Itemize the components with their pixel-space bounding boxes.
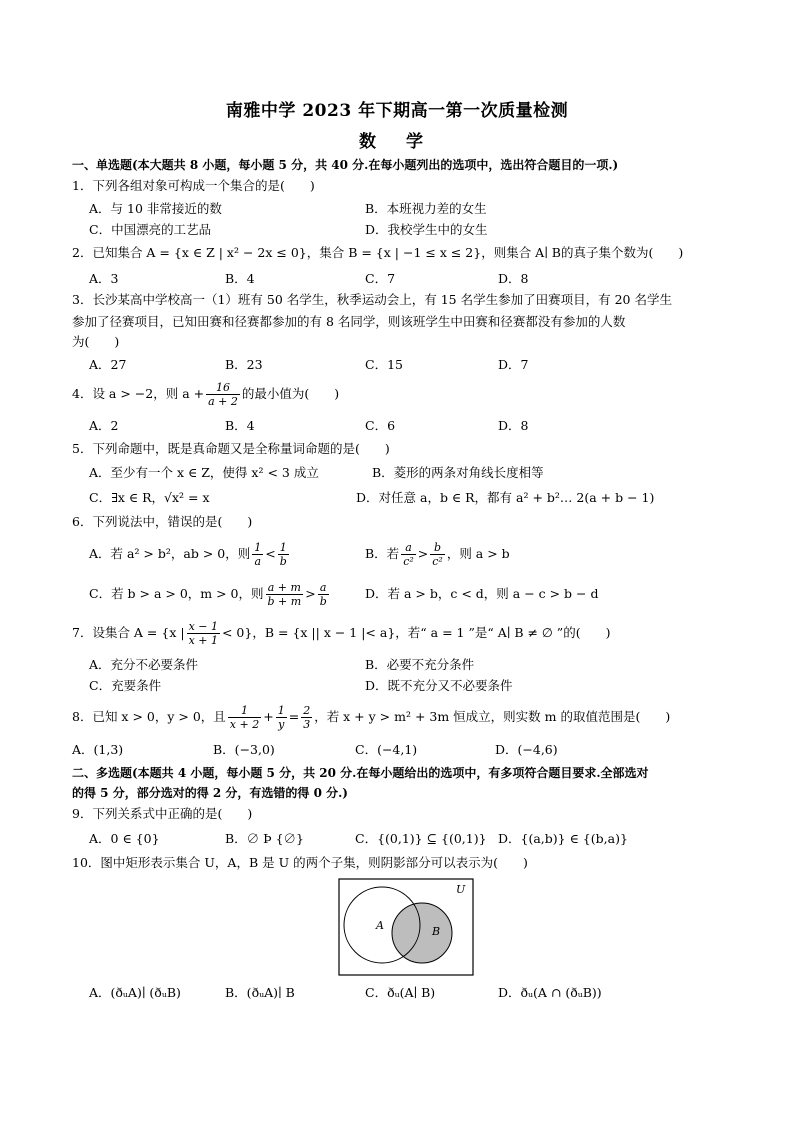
- q6-a-frac2: [278, 541, 289, 568]
- venn-circle-b: [392, 903, 452, 963]
- q7-option-b: B．必要不充分条件: [365, 657, 475, 672]
- q8-eq: =: [288, 709, 300, 724]
- exam-title: 南雅中学 2023 年下期高一第一次质量检测: [225, 101, 569, 121]
- q6-b-frac1-num: a: [401, 541, 416, 555]
- q6-a-frac1-num: 1: [254, 541, 262, 554]
- q10-stem: 10．图中矩形表示集合 U，A，B 是 U 的两个子集，则阴影部分可以表示为( ): [72, 855, 528, 870]
- section-1-header: 一、单选题(本大题共 8 小题，每小题 5 分，共 40 分.在每小题列出的选项中，选出符合题目的一项.): [72, 158, 619, 172]
- q7-option-c: C．充要条件: [89, 678, 162, 693]
- q7-stem: [72, 617, 610, 649]
- q4-option-d: D．8: [498, 418, 529, 433]
- q7-option-a: A．充分不必要条件: [89, 657, 199, 672]
- q4-fraction-den: a + 2: [208, 395, 238, 408]
- q9-option-d: D．{(a,b)} ∈ {(b,a)}: [498, 831, 628, 846]
- q8-option-b: B．(−3,0): [213, 742, 275, 757]
- q6-b-frac2: [430, 541, 445, 568]
- q3-option-a: A．27: [89, 357, 127, 372]
- q8-plus: +: [263, 709, 274, 724]
- q8-option-c: C．(−4,1): [355, 742, 418, 757]
- q6-c-mid: >: [305, 586, 316, 601]
- q6-a-frac2-num: 1: [278, 541, 289, 555]
- q1-stem: 1．下列各组对象可构成一个集合的是( ): [72, 178, 315, 193]
- q9-option-c: C．{(0,1)} ⊆ {(0,1)}: [355, 831, 487, 846]
- q8-option-a: A．(1,3): [72, 742, 124, 757]
- q4-fraction-num: 16: [206, 381, 240, 395]
- q8-option-d: D．(−4,6): [495, 742, 558, 757]
- section-2-header-line2: 的得 5 分，部分选对的得 2 分，有选错的得 0 分.): [72, 786, 348, 800]
- q3-option-d: D．7: [498, 357, 529, 372]
- q8-stem-post: ，若 x + y > m² + 3m 恒成立，则实数 m 的取值范围是( ): [314, 709, 671, 724]
- q6-a-frac1-den: a: [254, 555, 262, 568]
- q5-option-b: B．菱形的两条对角线长度相等: [372, 465, 544, 480]
- q6-c-frac1: [266, 581, 304, 608]
- q1-option-c: C．中国漂亮的工艺品: [89, 222, 212, 237]
- q6-b-post: ，则 a > b: [446, 546, 510, 561]
- q6-a-frac1: [252, 541, 263, 568]
- q6-b-frac2-num: b: [430, 541, 445, 555]
- venn-diagram: [338, 878, 474, 976]
- q7-fraction: [187, 620, 220, 647]
- q8-frac1-den: x + 2: [229, 718, 260, 731]
- venn-label-b: B: [432, 925, 441, 938]
- section-2-header-line1: 二、多选题(本题共 4 小题，每小题 5 分，共 20 分.在每小题给出的选项中，有多项符合题目要求.全部选对: [72, 766, 649, 780]
- q1-option-d: D．我校学生中的女生: [365, 222, 488, 237]
- q1-option-b: B．本班视力差的女生: [365, 201, 487, 216]
- q8-stem: [72, 701, 670, 733]
- q2-option-a: A．3: [89, 271, 119, 286]
- q6-b-frac2-den: c²: [432, 555, 443, 568]
- q8-frac3: [301, 704, 312, 731]
- q8-frac2: [276, 704, 287, 731]
- q4-option-c: C．6: [365, 418, 396, 433]
- q10-option-b: B．(ðᵤA)∣ B: [225, 985, 295, 1000]
- q6-b-pre: B．若: [365, 546, 400, 561]
- q6-c-frac2: [318, 581, 329, 608]
- q3-option-c: C．15: [365, 357, 403, 372]
- q4-option-a: A．2: [89, 418, 119, 433]
- q6-option-d: D．若 a > b，c < d，则 a − c > b − d: [365, 586, 599, 601]
- q5-option-d: D．对任意 a，b ∈ R，都有 a² + b²… 2(a + b − 1): [356, 490, 655, 505]
- q5-stem: 5．下列命题中，既是真命题又是全称量词命题的是( ): [72, 441, 390, 456]
- q6-b-mid: >: [417, 546, 429, 561]
- q7-fraction-den: x + 1: [188, 634, 218, 647]
- q4-option-b: B．4: [225, 418, 255, 433]
- q3-stem-line1: 3．长沙某高中学校高一（1）班有 50 名学生，秋季运动会上，有 15 名学生参加了田赛项目，有 20 名学生: [72, 292, 672, 307]
- q7-stem-post: < 0}，B = {x || x − 1 |< a}，若“ a = 1 ”是“ A∣ B ≠ ∅ ”的( ): [221, 625, 611, 640]
- q7-fraction-num: x − 1: [188, 620, 218, 633]
- q6-c-pre: C．若 b > a > 0，m > 0，则: [89, 586, 264, 601]
- q9-option-a: A．0 ∈ {0}: [89, 831, 160, 846]
- q8-stem-pre: 8．已知 x > 0，y > 0，且: [72, 709, 226, 724]
- q6-c-frac1-den: b + m: [267, 595, 302, 608]
- q3-stem-line3: 为( ): [72, 334, 120, 349]
- q6-b-frac1-den: c²: [403, 555, 414, 568]
- q6-b-frac1: [401, 541, 416, 568]
- q4-stem-post: 的最小值为( ): [241, 386, 340, 401]
- q5-option-a: A．至少有一个 x ∈ Z，使得 x² < 3 成立: [89, 465, 319, 480]
- q4-fraction: [206, 381, 240, 408]
- q8-frac1-num: 1: [228, 704, 261, 718]
- q6-a-frac2-den: b: [279, 555, 287, 568]
- q6-option-b: [365, 538, 510, 570]
- q6-c-frac2-den: b: [319, 595, 327, 608]
- q6-stem: 6．下列说法中，错误的是( ): [72, 514, 253, 529]
- q2-option-b: B．4: [225, 271, 255, 286]
- q8-frac3-den: 3: [303, 718, 311, 731]
- q6-option-c: [89, 578, 331, 610]
- q4-stem-pre: 4．设 a > −2，则 a +: [72, 386, 205, 401]
- q6-c-frac1-num: a + m: [266, 581, 304, 595]
- q3-stem-line2: 参加了径赛项目，已知田赛和径赛都参加的有 8 名同学，则该班学生中田赛和径赛都没有参加的人数: [72, 314, 626, 329]
- q9-stem: 9．下列关系式中正确的是( ): [72, 806, 253, 821]
- venn-label-u: U: [456, 883, 466, 896]
- q10-option-a: A．(ðᵤA)∣ (ðᵤB): [89, 985, 181, 1000]
- q6-option-a: [89, 538, 291, 570]
- q4-stem: [72, 378, 339, 410]
- venn-label-a: A: [376, 919, 384, 932]
- exam-subject: 数 学: [359, 132, 435, 152]
- q8-frac3-num: 2: [303, 704, 311, 717]
- q6-c-frac2-num: a: [318, 581, 329, 595]
- q7-option-d: D．既不充分又不必要条件: [365, 678, 513, 693]
- q2-option-d: D．8: [498, 271, 529, 286]
- q10-option-d: D．ðᵤ(A ∩ (ðᵤB)): [498, 985, 602, 1000]
- q10-option-c: C．ðᵤ(A∣ B): [365, 985, 436, 1000]
- q6-a-mid: <: [265, 546, 276, 561]
- q9-option-b: B．∅ Þ {∅}: [225, 831, 304, 846]
- q8-frac2-num: 1: [277, 704, 285, 717]
- q8-frac1: [228, 704, 261, 731]
- q2-stem: 2．已知集合 A = {x ∈ Z | x² − 2x ≤ 0}，集合 B = {x | −1 ≤ x ≤ 2}，则集合 A∣ B的真子集个数为( ): [72, 245, 684, 260]
- q1-option-a: A．与 10 非常接近的数: [89, 201, 222, 216]
- q2-option-c: C．7: [365, 271, 396, 286]
- q8-frac2-den: y: [278, 718, 285, 731]
- q6-a-pre: A．若 a² > b²，ab > 0，则: [89, 546, 251, 561]
- q5-option-c: C．∃x ∈ R，√x² = x: [89, 490, 210, 505]
- q7-stem-pre: 7．设集合 A = {x |: [72, 625, 185, 640]
- q3-option-b: B．23: [225, 357, 263, 372]
